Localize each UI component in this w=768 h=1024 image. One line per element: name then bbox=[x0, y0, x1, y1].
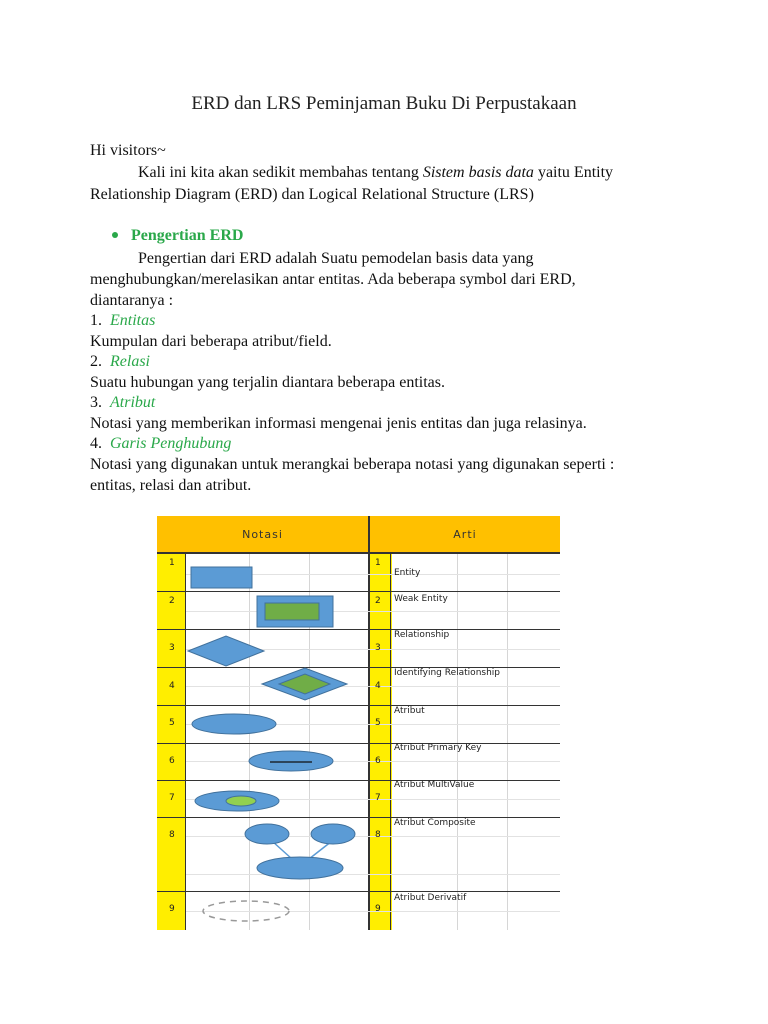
document-title: ERD dan LRS Peminjaman Buku Di Perpustakaan bbox=[191, 93, 577, 114]
list-term: Garis Penghubung bbox=[110, 435, 232, 452]
row-number: 5 bbox=[375, 718, 381, 728]
list-item-relasi bbox=[90, 351, 150, 372]
greeting: Hi visitors~ bbox=[90, 142, 166, 159]
row-number: 3 bbox=[169, 643, 175, 653]
list-number: 1. bbox=[90, 312, 102, 329]
attribute-ellipse-icon bbox=[192, 714, 276, 734]
intro-text-start: Kali ini kita akan sedikit membahas tentang bbox=[138, 164, 423, 181]
list-term: Relasi bbox=[110, 353, 150, 370]
row-number: 7 bbox=[375, 793, 381, 803]
list-description: Suatu hubungan yang terjalin diantara beberapa entitas. bbox=[90, 374, 445, 391]
intro-line-1 bbox=[138, 162, 613, 183]
row-number: 5 bbox=[169, 718, 175, 728]
arti-atribut-composite: Atribut Composite bbox=[394, 818, 476, 828]
list-item-entitas bbox=[90, 310, 155, 331]
list-description: Notasi yang memberikan informasi mengenai jenis entitas dan juga relasinya. bbox=[90, 415, 587, 432]
definition-line-3: diantaranya : bbox=[90, 292, 174, 309]
arti-identifying-relationship: Identifying Relationship bbox=[394, 668, 501, 678]
list-term: Atribut bbox=[110, 394, 156, 411]
list-number: 2. bbox=[90, 353, 102, 370]
intro-line-2: Relationship Diagram (ERD) dan Logical Relational Structure (LRS) bbox=[90, 186, 534, 203]
row-number: 6 bbox=[375, 756, 381, 766]
row-number: 1 bbox=[169, 558, 175, 568]
header-arti: Arti bbox=[370, 516, 560, 554]
definition-line-1: Pengertian dari ERD adalah Suatu pemodelan basis data yang bbox=[138, 250, 534, 267]
row-number: 4 bbox=[169, 681, 175, 691]
composite-sub-ellipse-icon bbox=[245, 824, 289, 844]
row-number: 2 bbox=[169, 596, 175, 606]
list-description: Kumpulan dari beberapa atribut/field. bbox=[90, 333, 332, 350]
row-number: 7 bbox=[169, 793, 175, 803]
definition-line-2: menghubungkan/merelasikan antar entitas. Ada beberapa symbol dari ERD, bbox=[90, 271, 576, 288]
entity-rectangle-icon bbox=[191, 567, 252, 588]
row-number: 9 bbox=[375, 904, 381, 914]
section-heading: Pengertian ERD bbox=[131, 227, 244, 244]
row-number: 4 bbox=[375, 681, 381, 691]
intro-text-end: yaitu Entity bbox=[533, 164, 614, 181]
row-number: 3 bbox=[375, 643, 381, 653]
notation-shapes bbox=[157, 516, 368, 930]
list-item-garis-penghubung bbox=[90, 433, 231, 454]
derivative-dashed-ellipse-icon bbox=[203, 901, 289, 921]
arti-atribut-derivatif: Atribut Derivatif bbox=[394, 893, 467, 903]
multivalue-inner-ellipse-icon bbox=[226, 796, 256, 806]
list-number: 3. bbox=[90, 394, 102, 411]
bullet-icon bbox=[112, 232, 118, 238]
header-notasi: Notasi bbox=[157, 516, 370, 554]
row-number: 9 bbox=[169, 904, 175, 914]
list-description-continued: entitas, relasi dan atribut. bbox=[90, 477, 252, 494]
notation-table-figure bbox=[157, 516, 560, 930]
relationship-diamond-icon bbox=[188, 636, 264, 666]
intro-italic-term: Sistem basis data bbox=[422, 164, 534, 181]
weak-entity-inner-icon bbox=[265, 603, 319, 620]
list-term: Entitas bbox=[110, 312, 156, 329]
row-number: 1 bbox=[375, 558, 381, 568]
arti-entity: Entity bbox=[394, 568, 421, 578]
list-number: 4. bbox=[90, 435, 102, 452]
list-item-atribut bbox=[90, 392, 155, 413]
list-description: Notasi yang digunakan untuk merangkai beberapa notasi yang digunakan seperti : bbox=[90, 456, 615, 473]
primary-key-ellipse-icon bbox=[249, 751, 333, 771]
arti-atribut-multivalue: Atribut MultiValue bbox=[394, 780, 475, 790]
arti-relationship: Relationship bbox=[394, 630, 450, 640]
arti-weak-entity: Weak Entity bbox=[394, 594, 448, 604]
row-number: 8 bbox=[169, 830, 175, 840]
composite-sub-ellipse-icon bbox=[311, 824, 355, 844]
row-number: 8 bbox=[375, 830, 381, 840]
composite-main-ellipse-icon bbox=[257, 857, 343, 879]
arti-atribut: Atribut bbox=[394, 706, 425, 716]
row-number: 2 bbox=[375, 596, 381, 606]
row-number: 6 bbox=[169, 756, 175, 766]
arti-atribut-primary-key: Atribut Primary Key bbox=[394, 743, 482, 753]
